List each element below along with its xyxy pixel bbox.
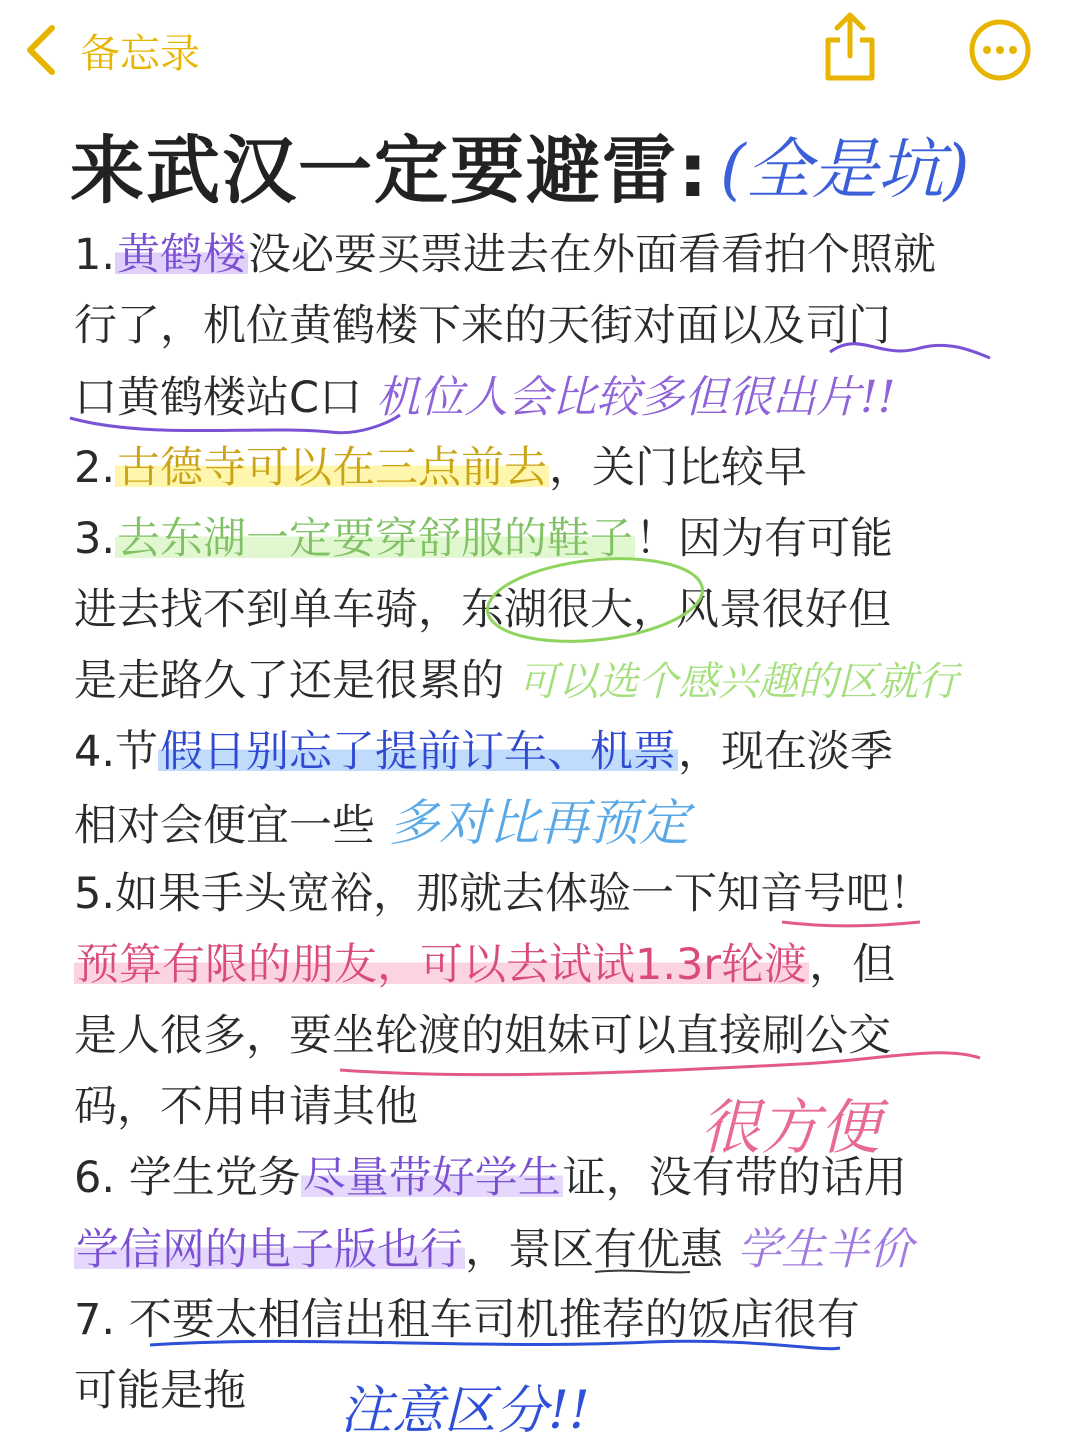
note-text: 6. 学生党务 [74, 1153, 301, 1203]
note-line [74, 717, 1034, 788]
handwritten-note-distinguish: 注意区分!! [340, 1381, 590, 1441]
note-text: 3. [74, 514, 116, 564]
note-line [74, 859, 1034, 930]
share-icon[interactable] [820, 10, 880, 84]
note-text: 相对会便宜一些 [74, 801, 375, 851]
note-line [74, 646, 1034, 717]
note-text: ，关门比较早 [549, 443, 808, 493]
back-label: 备忘录 [80, 30, 200, 77]
note-line [74, 1214, 1034, 1285]
title-handwritten-note: (全是坑) [720, 131, 970, 208]
note-text: 2. [74, 443, 116, 493]
highlighted-text: 尽量带好学生 [302, 1153, 561, 1203]
note-line [74, 220, 1034, 291]
top-navigation-bar [0, 0, 1080, 100]
more-icon[interactable] [968, 18, 1032, 82]
chevron-left-icon [22, 22, 62, 78]
note-line [74, 504, 1034, 575]
note-body[interactable] [74, 220, 1034, 1427]
highlighted-text: 去东湖一定要穿舒服的鞋子 [117, 514, 634, 564]
note-line [74, 433, 1034, 504]
highlighted-text: 学信网的电子版也行 [76, 1225, 463, 1275]
highlighted-text: 黄鹤楼 [117, 230, 247, 280]
highlighted-text: 古德寺可以在三点前去 [117, 443, 548, 493]
note-text: 没必要买票进去在外面看看拍个照就 [248, 230, 937, 280]
note-text: 1. [74, 230, 116, 280]
back-button[interactable] [22, 18, 200, 82]
note-text: ，现在淡季 [678, 727, 894, 777]
note-text: ，但 [809, 940, 896, 990]
note-line [74, 1001, 1034, 1072]
handwritten-note-convenient: 很方便 [700, 1093, 880, 1163]
note-text: 7. 不要太相信出租车司机推荐的饭店很有 [74, 1295, 860, 1345]
note-text: 可能是拖 [74, 1366, 246, 1416]
highlighted-text: 预算有限的朋友，可以去试试1.3r轮渡 [76, 940, 808, 990]
note-line [74, 1285, 1034, 1356]
note-line [74, 1072, 1034, 1143]
note-text: 码，不用申请其他 [74, 1082, 418, 1132]
handwritten-inline-note: 学生半价 [737, 1224, 913, 1275]
note-text: 5.如果手头宽裕，那就去体验一下知音号吧！ [74, 869, 933, 919]
note-text: ！因为有可能 [635, 514, 894, 564]
note-text: 是人很多，要坐轮渡的姐妹可以直接刷公交 [74, 1011, 891, 1061]
note-text: 进去找不到单车骑，东湖很大，风景很好但 [74, 585, 891, 635]
note-text: 证，没有带的话用 [562, 1153, 907, 1203]
note-text: 4.节 [74, 727, 159, 777]
note-text: ，景区有优惠 [465, 1225, 723, 1275]
note-line [74, 788, 1034, 859]
handwritten-inline-note: 多对比再预定 [389, 794, 689, 852]
highlighted-text: 假日别忘了提前订车、机票 [160, 727, 677, 777]
note-line [74, 575, 1034, 646]
note-line [74, 930, 1034, 1001]
note-text: 是走路久了还是很累的 [74, 656, 504, 706]
note-line [74, 291, 1034, 362]
note-line [74, 1143, 1034, 1214]
handwritten-inline-note: 可以选个感兴趣的区就行 [518, 659, 958, 705]
note-text: 行了，机位黄鹤楼下来的天街对面以及司门 [74, 301, 891, 351]
note-line [74, 362, 1034, 433]
note-text: 口黄鹤楼站C口 [74, 373, 363, 423]
note-title: 来武汉一定要避雷: [70, 128, 710, 214]
note-title-row [70, 106, 1070, 214]
handwritten-inline-note: 机位人会比较多但很出片!! [376, 372, 896, 423]
